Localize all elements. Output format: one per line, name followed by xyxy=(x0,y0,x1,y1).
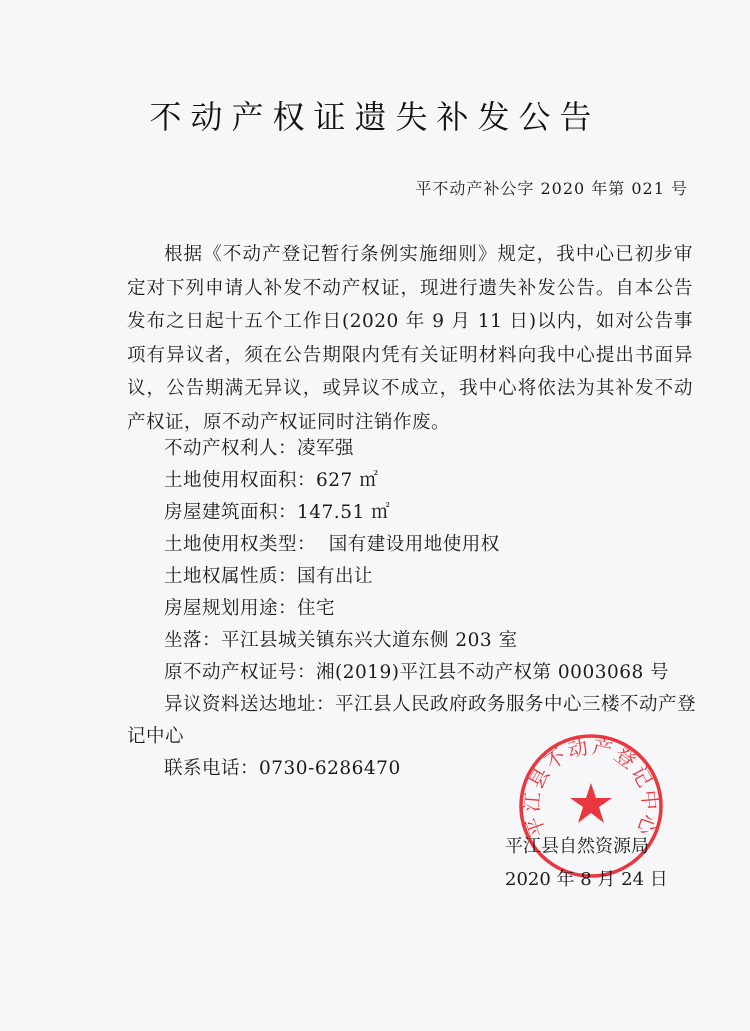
field-objection-address: 异议资料送达地址：平江县人民政府政务服务中心三楼不动产登记中心 xyxy=(127,694,697,747)
field-owner: 不动产权利人：凌军强 xyxy=(164,438,355,459)
issue-date: 2020 年 8 月 24 日 xyxy=(505,869,668,890)
issuing-organization: 平江县自然资源局 xyxy=(505,836,649,857)
field-planned-use: 房屋规划用途：住宅 xyxy=(164,598,336,619)
field-phone: 联系电话：0730-6286470 xyxy=(164,758,401,779)
field-land-area: 土地使用权面积：627 ㎡ xyxy=(164,470,379,491)
field-land-nature: 土地权属性质：国有出让 xyxy=(164,566,374,587)
field-location: 坐落：平江县城关镇东兴大道东侧 203 室 xyxy=(164,630,518,651)
field-building-area: 房屋建筑面积：147.51 ㎡ xyxy=(164,502,391,523)
field-land-use-type: 土地使用权类型： 国有建设用地使用权 xyxy=(164,534,500,555)
notice-title: 不动产权证遗失补发公告 xyxy=(149,98,601,136)
field-original-cert: 原不动产权证号：湘(2019)平江县不动产权第 0003068 号 xyxy=(164,662,670,683)
document-number: 平不动产补公字 2020 年第 021 号 xyxy=(415,179,688,198)
notice-paragraph: 根据《不动产登记暂行条例实施细则》规定，我中心已初步审定对下列申请人补发不动产权证，现进行遗失补发公告。自本公告发布之日起十五个工作日(2020 年 9 月 11 日)以内，如对公告事项有异议者，须在公告期限内凭有关证明材料向我中心提出书面异议，公告期满无异议，或异议不成立，我中心将依法为其补发不动产权证，原不动产权证同时注销作废。 xyxy=(127,244,693,433)
seal-text: 平江县不动产登记中心 xyxy=(519,734,663,841)
signature-block xyxy=(505,830,668,896)
